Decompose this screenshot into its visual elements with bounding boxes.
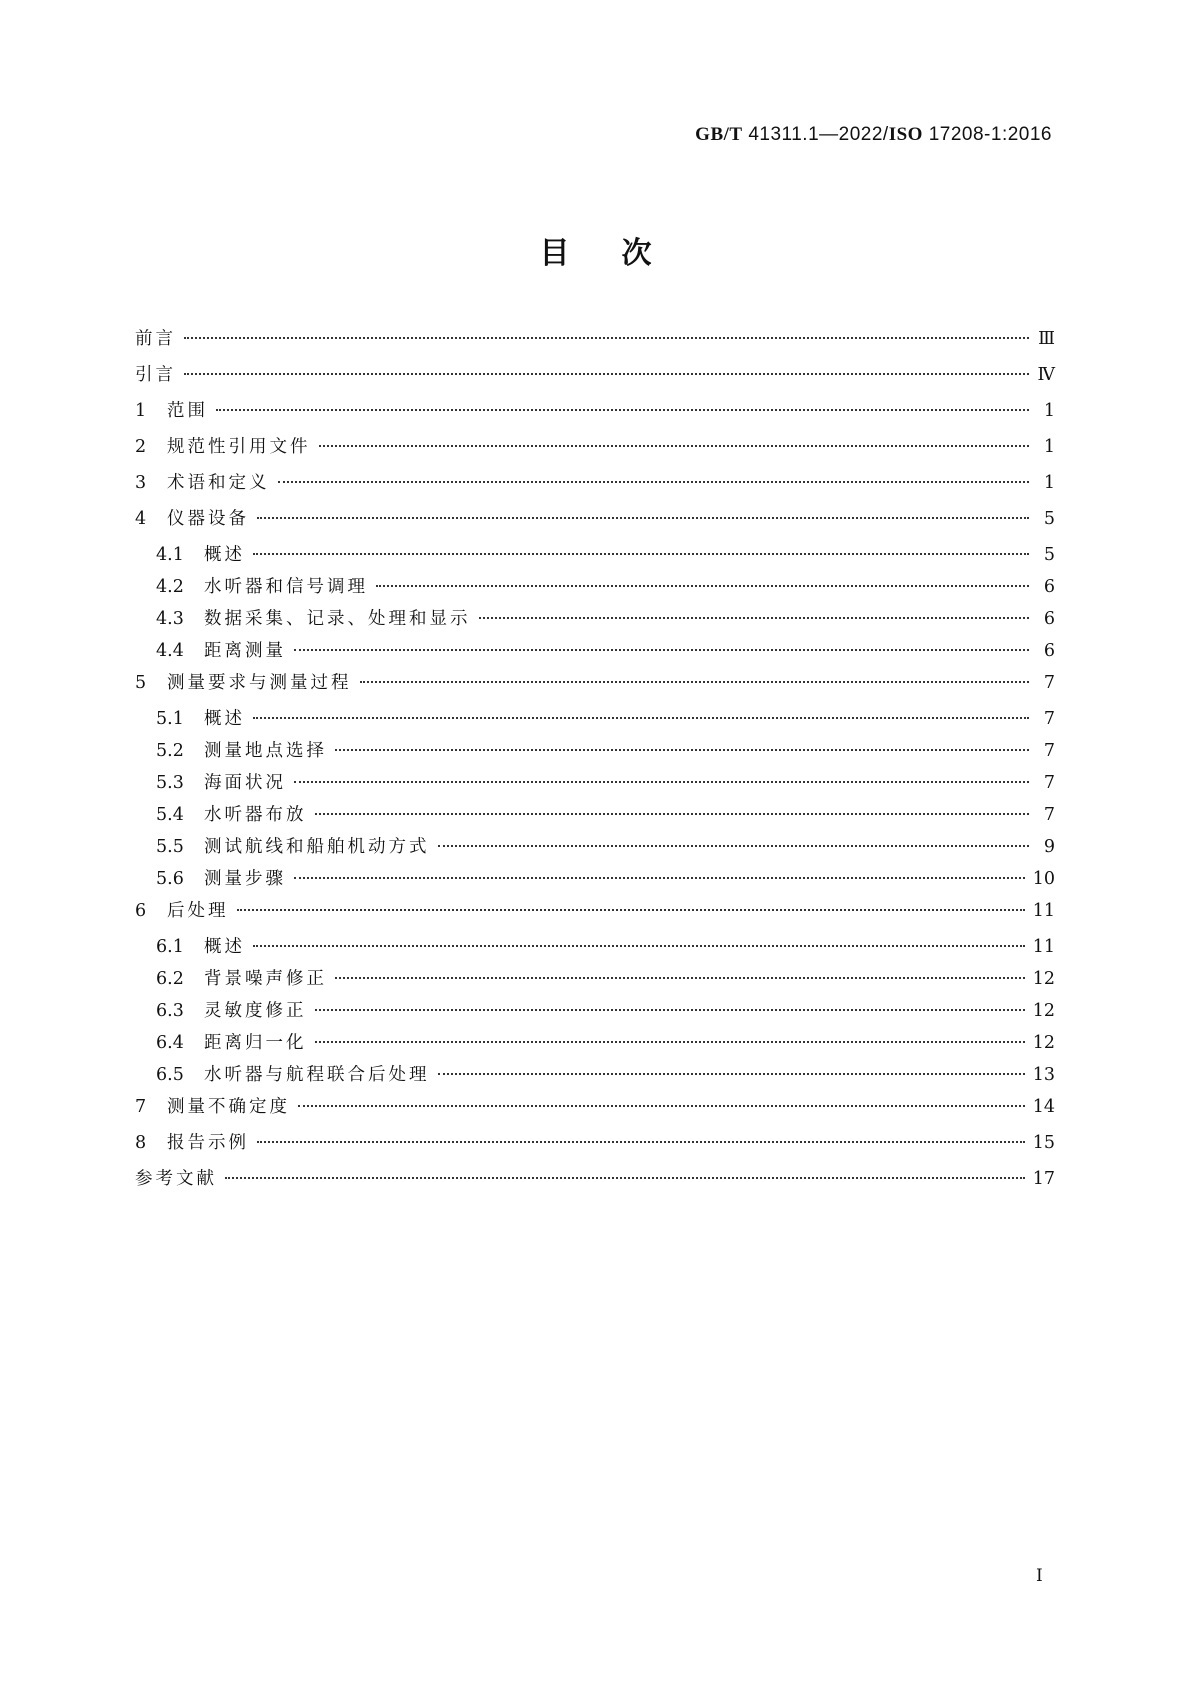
toc-section-number: 4.1 (156, 545, 184, 565)
toc-section-number: 5.4 (156, 805, 184, 825)
toc-entry-title-group (135, 968, 327, 990)
toc-page-number: 9 (1043, 837, 1055, 857)
toc-dot-leader (253, 717, 1029, 719)
toc-dot-leader (335, 749, 1029, 751)
toc-dot-leader (294, 877, 1025, 879)
toc-section-number: 6.3 (156, 1001, 184, 1021)
toc-page-number: 6 (1043, 609, 1055, 629)
page-title: 目次 (539, 236, 704, 271)
toc-entry[interactable] (135, 1168, 1055, 1204)
toc-section-number: 7 (135, 1097, 147, 1117)
toc-section-number: 4.3 (156, 609, 184, 629)
toc-dot-leader (479, 617, 1030, 619)
toc-page-number: 1 (1043, 473, 1055, 493)
toc-entry[interactable] (135, 900, 1055, 936)
toc-entry-title-group (135, 836, 430, 858)
toc-page-number: 14 (1032, 1097, 1055, 1117)
toc-page-number: 12 (1032, 1001, 1055, 1021)
toc-entry[interactable] (135, 968, 1055, 1000)
toc-entry[interactable] (135, 1132, 1055, 1168)
toc-section-title: 海面状况 (204, 773, 286, 793)
toc-page-number: 7 (1043, 673, 1055, 693)
toc-entry[interactable] (135, 576, 1055, 608)
toc-entry[interactable] (135, 436, 1055, 472)
toc-section-number: 6.4 (156, 1033, 184, 1053)
toc-entry[interactable] (135, 1000, 1055, 1032)
toc-entry-title-group (135, 472, 270, 494)
toc-page-number: 1 (1043, 437, 1055, 457)
toc-section-title: 范围 (167, 401, 208, 421)
toc-section-title: 水听器布放 (204, 805, 307, 825)
toc-entry[interactable] (135, 1064, 1055, 1096)
toc-page-number: 6 (1043, 577, 1055, 597)
toc-entry-title-group (135, 1064, 430, 1086)
toc-section-number: 5 (135, 673, 147, 693)
toc-dot-leader (253, 945, 1025, 947)
toc-entry-title-group (135, 400, 208, 422)
toc-entry-title-group (135, 868, 286, 890)
toc-section-title: 测量地点选择 (204, 741, 327, 761)
toc-dot-leader (315, 1009, 1025, 1011)
toc-section-number: 5.6 (156, 869, 184, 889)
toc-section-number: 1 (135, 401, 147, 421)
toc-section-number: 5.3 (156, 773, 184, 793)
toc-dot-leader (315, 813, 1030, 815)
toc-section-title: 测试航线和船舶机动方式 (204, 837, 430, 857)
toc-entry-title-group (135, 772, 286, 794)
toc-section-title: 灵敏度修正 (204, 1001, 307, 1021)
toc-page-number: 12 (1032, 1033, 1055, 1053)
iso-prefix: ISO (888, 124, 923, 145)
toc-section-number: 4 (135, 509, 147, 529)
toc-page-number: Ⅳ (1037, 365, 1055, 385)
toc-section-title: 测量不确定度 (167, 1097, 290, 1117)
toc-section-number: 6 (135, 901, 147, 921)
toc-entry[interactable] (135, 804, 1055, 836)
toc-entry[interactable] (135, 400, 1055, 436)
toc-section-title: 报告示例 (167, 1133, 249, 1153)
toc-page-number: 13 (1032, 1065, 1055, 1085)
toc-section-title: 水听器与航程联合后处理 (204, 1065, 430, 1085)
toc-entry-title-group (135, 1000, 307, 1022)
toc-section-number: 4.2 (156, 577, 184, 597)
toc-page-number: 11 (1032, 937, 1055, 957)
toc-entry-title-group (135, 740, 327, 762)
toc-section-title: 水听器和信号调理 (204, 577, 368, 597)
toc-entry[interactable] (135, 1096, 1055, 1132)
toc-entry-title-group (135, 1096, 290, 1118)
toc-entry-title-group (135, 708, 245, 730)
toc-entry[interactable] (135, 328, 1055, 364)
toc-section-title: 规范性引用文件 (167, 437, 311, 457)
toc-entry[interactable] (135, 1032, 1055, 1064)
toc-dot-leader (319, 445, 1030, 447)
std-number: 41311.1—2022/ (748, 124, 889, 145)
toc-dot-leader (257, 1141, 1025, 1143)
toc-entry[interactable] (135, 544, 1055, 576)
toc-section-title: 距离测量 (204, 641, 286, 661)
toc-page-number: 17 (1032, 1169, 1055, 1189)
toc-entry-title-group (135, 804, 307, 826)
toc-dot-leader (184, 337, 1029, 339)
toc-page-number: 7 (1043, 773, 1055, 793)
toc-section-number: 2 (135, 437, 147, 457)
toc-section-title: 背景噪声修正 (204, 969, 327, 989)
toc-dot-leader (237, 909, 1025, 911)
toc-dot-leader (257, 517, 1029, 519)
toc-entry[interactable] (135, 508, 1055, 544)
toc-section-title: 概述 (204, 545, 245, 565)
toc-section-title: 术语和定义 (167, 473, 270, 493)
toc-page-number: 15 (1032, 1133, 1055, 1153)
toc-entry-title-group (135, 544, 245, 566)
toc-section-title: 仪器设备 (167, 509, 249, 529)
table-of-contents (135, 328, 1055, 1204)
toc-dot-leader (315, 1041, 1025, 1043)
toc-entry-title-group (135, 328, 176, 350)
toc-page-number: 7 (1043, 709, 1055, 729)
toc-section-title: 测量步骤 (204, 869, 286, 889)
toc-page-number: 5 (1043, 509, 1055, 529)
toc-dot-leader (438, 845, 1030, 847)
toc-page-number: 11 (1032, 901, 1055, 921)
toc-entry-title-group (135, 1168, 217, 1190)
toc-page-number: 7 (1043, 741, 1055, 761)
toc-dot-leader (278, 481, 1030, 483)
toc-section-title: 概述 (204, 937, 245, 957)
toc-entry-title-group (135, 900, 229, 922)
toc-section-title: 前言 (135, 329, 176, 349)
toc-dot-leader (438, 1073, 1025, 1075)
toc-dot-leader (216, 409, 1029, 411)
toc-dot-leader (335, 977, 1025, 979)
toc-section-number: 8 (135, 1133, 147, 1153)
toc-entry-title-group (135, 576, 368, 598)
toc-section-number: 5.5 (156, 837, 184, 857)
toc-entry-title-group (135, 1132, 249, 1154)
std-prefix: GB/T (695, 124, 743, 145)
toc-section-number: 6.2 (156, 969, 184, 989)
toc-entry[interactable] (135, 640, 1055, 672)
toc-entry-title-group (135, 608, 471, 630)
toc-section-title: 数据采集、记录、处理和显示 (204, 609, 471, 629)
toc-entry[interactable] (135, 740, 1055, 772)
toc-page-number: 12 (1032, 969, 1055, 989)
toc-dot-leader (253, 553, 1029, 555)
toc-section-title: 后处理 (167, 901, 229, 921)
toc-dot-leader (184, 373, 1029, 375)
toc-section-title: 参考文献 (135, 1169, 217, 1189)
toc-page-number: 5 (1043, 545, 1055, 565)
toc-dot-leader (376, 585, 1029, 587)
toc-entry[interactable] (135, 868, 1055, 900)
toc-page-number: Ⅲ (1038, 329, 1055, 349)
toc-page-number: 10 (1032, 869, 1055, 889)
toc-section-number: 6.1 (156, 937, 184, 957)
toc-section-number: 4.4 (156, 641, 184, 661)
toc-dot-leader (294, 649, 1029, 651)
iso-number: 17208-1:2016 (928, 124, 1052, 145)
toc-entry[interactable] (135, 672, 1055, 708)
toc-entry[interactable] (135, 364, 1055, 400)
toc-page-number: 7 (1043, 805, 1055, 825)
toc-dot-leader (360, 681, 1030, 683)
toc-section-title: 距离归一化 (204, 1033, 307, 1053)
toc-section-number: 5.2 (156, 741, 184, 761)
toc-section-title: 引言 (135, 365, 176, 385)
toc-section-number: 6.5 (156, 1065, 184, 1085)
toc-entry-title-group (135, 672, 352, 694)
toc-dot-leader (225, 1177, 1025, 1179)
toc-entry-title-group (135, 640, 286, 662)
page-number: Ⅰ (1036, 1566, 1043, 1586)
toc-entry[interactable] (135, 936, 1055, 968)
standard-code (695, 124, 1052, 146)
toc-entry[interactable] (135, 472, 1055, 508)
toc-dot-leader (294, 781, 1029, 783)
toc-entry[interactable] (135, 836, 1055, 868)
toc-section-title: 测量要求与测量过程 (167, 673, 352, 693)
toc-section-title: 概述 (204, 709, 245, 729)
toc-entry-title-group (135, 508, 249, 530)
toc-entry-title-group (135, 1032, 307, 1054)
toc-entry-title-group (135, 936, 245, 958)
toc-entry[interactable] (135, 608, 1055, 640)
toc-entry[interactable] (135, 772, 1055, 804)
toc-section-number: 3 (135, 473, 147, 493)
toc-section-number: 5.1 (156, 709, 184, 729)
toc-entry-title-group (135, 436, 311, 458)
toc-entry-title-group (135, 364, 176, 386)
toc-entry[interactable] (135, 708, 1055, 740)
toc-page-number: 6 (1043, 641, 1055, 661)
toc-dot-leader (298, 1105, 1025, 1107)
toc-page-number: 1 (1043, 401, 1055, 421)
